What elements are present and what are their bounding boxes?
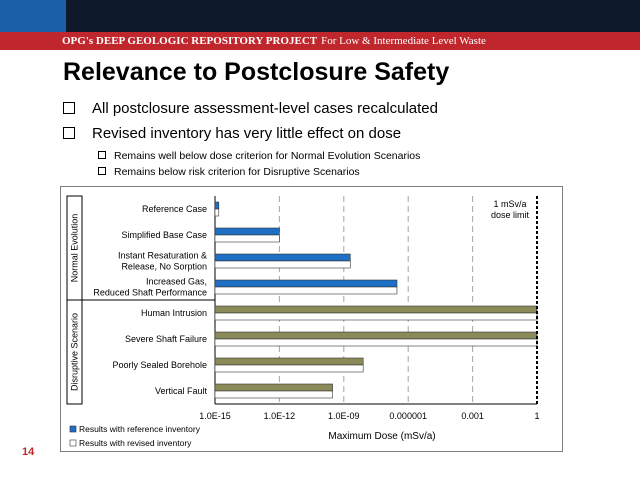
bar-reference-inventory [215,202,219,209]
slide-title: Relevance to Postclosure Safety [63,58,450,86]
bar-reference-inventory [215,358,363,365]
sub-bullet-text: Remains below risk criterion for Disruptive Scenarios [114,166,360,178]
group-label: Disruptive Scenario [69,312,80,392]
category-label: Reference Case [141,204,207,214]
category-label: Severe Shaft Failure [124,334,207,344]
banner-subtitle: For Low & Intermediate Level Waste [321,35,486,47]
group-label: Normal Evolution [69,213,80,283]
legend-label: Results with reference inventory [79,424,200,434]
category-label: Poorly Sealed Borehole [112,360,207,370]
category-label: Reduced Shaft Performance [93,287,207,298]
bar-revised-inventory [215,287,397,294]
bar-revised-inventory [215,235,279,242]
sub-bullet-text: Remains well below dose criterion for Normal Evolution Scenarios [114,150,421,162]
bar-reference-inventory [215,228,279,235]
x-tick-label: 0.001 [461,411,484,421]
bar-revised-inventory [215,261,350,268]
banner-project-name: OPG's DEEP GEOLOGIC REPOSITORY PROJECT [62,35,318,47]
bar-reference-inventory [215,280,397,287]
legend-swatch [70,426,76,432]
x-tick-label: 1.0E-12 [263,411,296,421]
bar-revised-inventory [215,313,537,320]
bar-revised-inventory [215,365,363,372]
bullet-text: Revised inventory has very little effect on dose [92,125,402,142]
bar-reference-inventory [215,254,350,261]
category-label: Release, No Sorption [121,261,207,272]
category-label: Vertical Fault [154,386,207,396]
bar-reference-inventory [215,384,333,391]
x-tick-label: 0.000001 [389,411,427,421]
legend-swatch [70,440,76,446]
category-label: Human Intrusion [140,308,207,318]
x-tick-label: 1.0E-15 [199,411,231,421]
dose-limit-label: 1 mSv/a [493,199,527,209]
category-label: Instant Resaturation & [117,250,207,261]
bar-reference-inventory [215,306,537,313]
x-tick-label: 1 [534,411,540,421]
bar-revised-inventory [215,391,333,398]
page-number: 14 [22,446,35,458]
bar-revised-inventory [215,339,537,346]
dose-limit-label: dose limit [490,210,530,220]
category-label: Simplified Base Case [121,230,207,240]
legend-label: Results with revised inventory [79,438,192,448]
bar-revised-inventory [215,209,219,216]
bullet-text: All postclosure assessment-level cases recalculated [92,100,438,117]
x-axis-title: Maximum Dose (mSv/a) [328,431,436,442]
category-label: Increased Gas, [145,276,207,287]
x-tick-label: 1.0E-09 [328,411,360,421]
bar-reference-inventory [215,332,537,339]
